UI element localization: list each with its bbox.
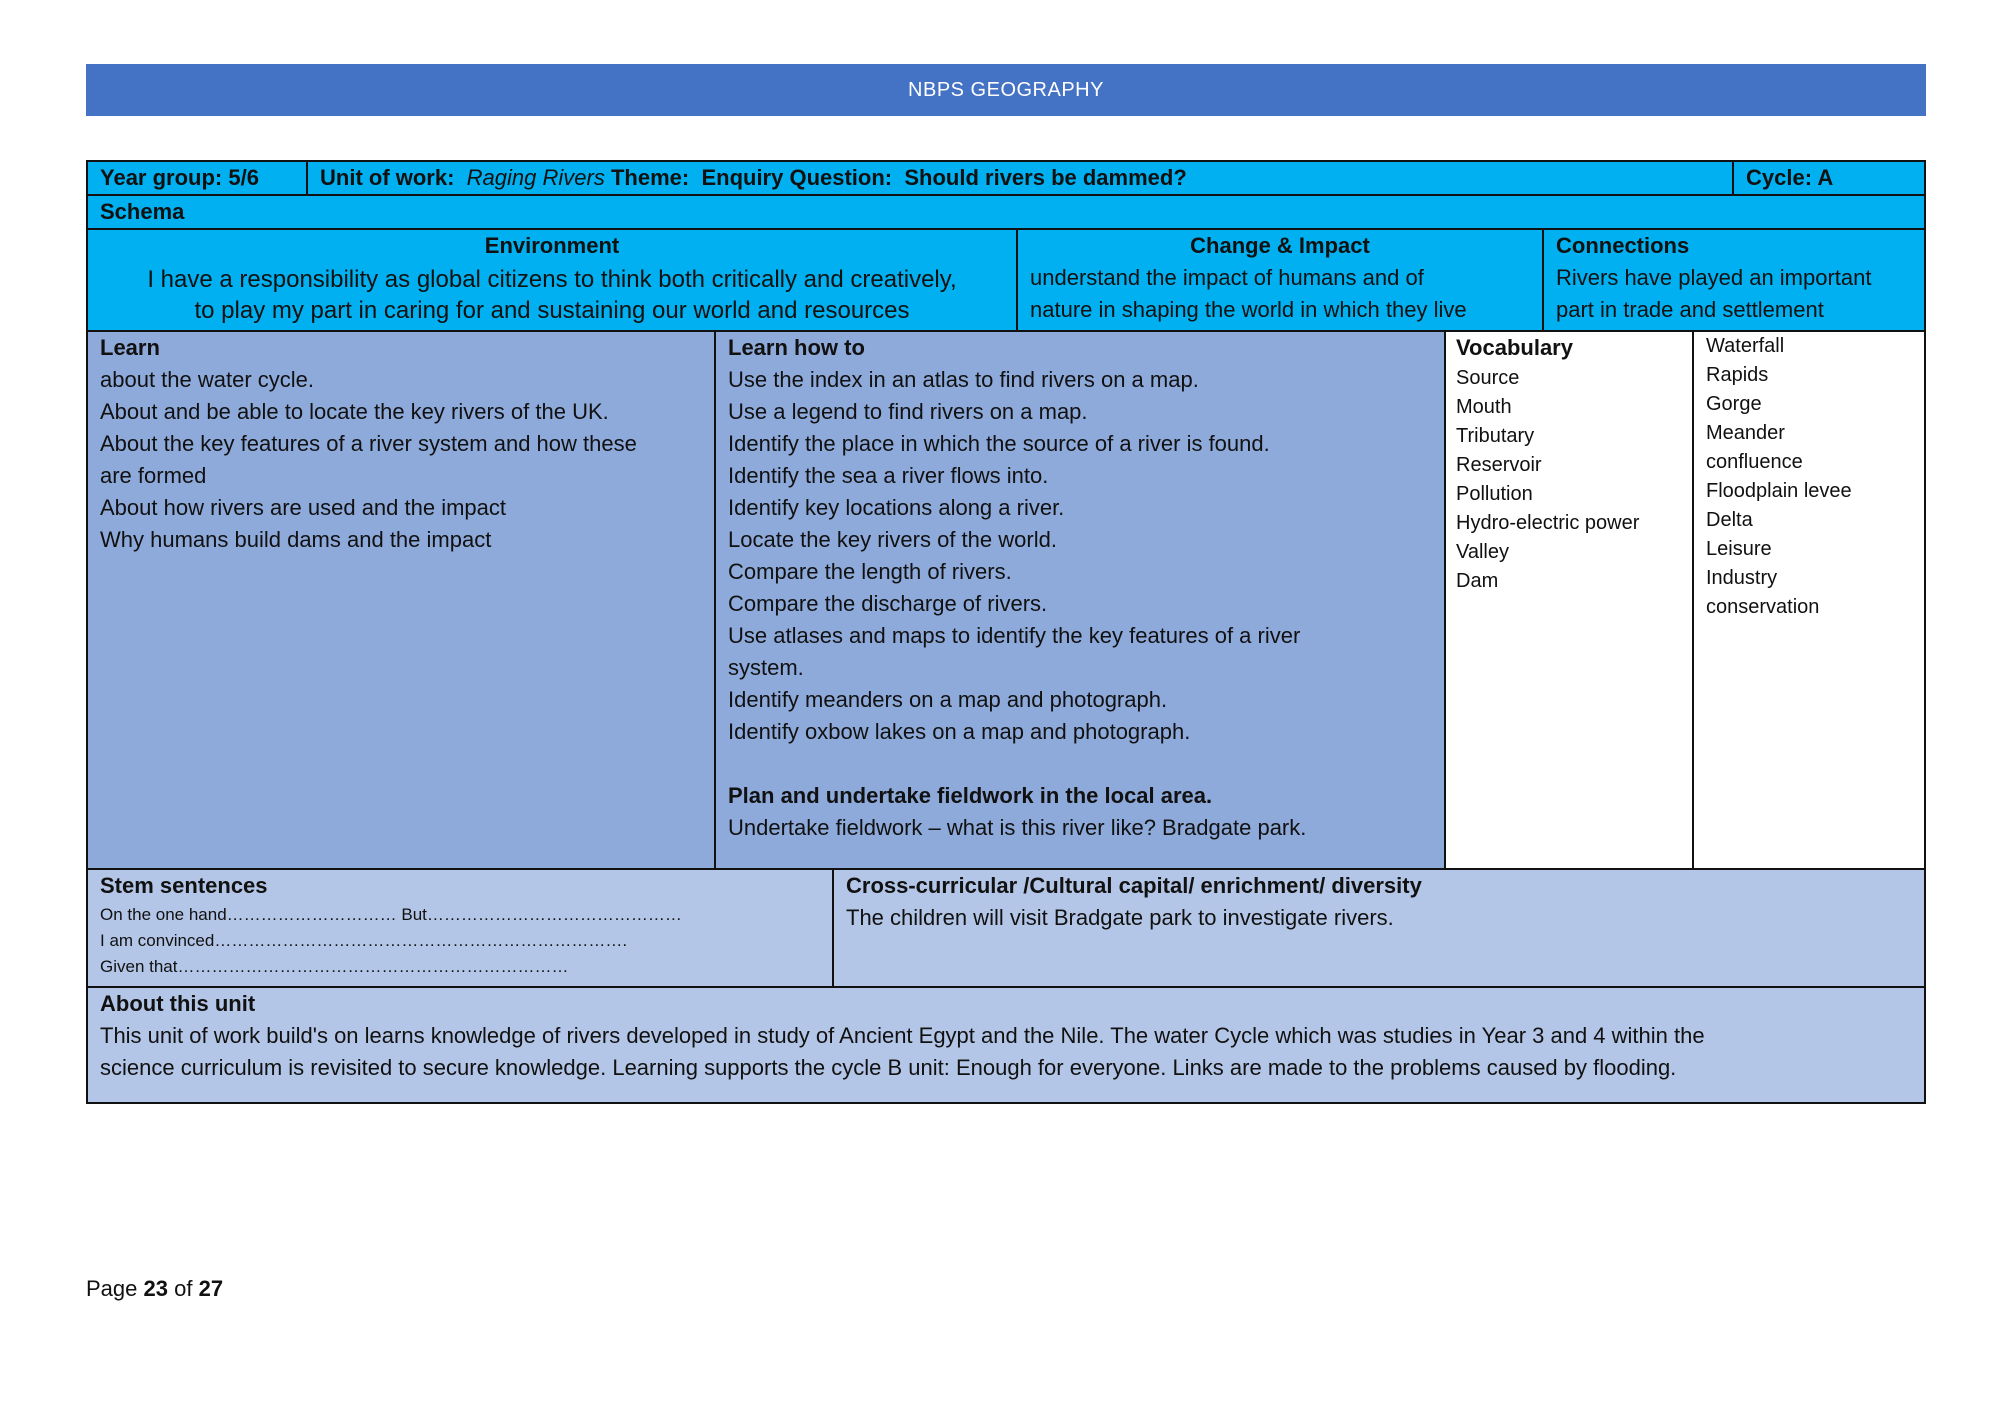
vocab-word: Valley	[1456, 541, 1509, 563]
cross-curricular-cell	[832, 868, 1924, 986]
page-footer	[86, 1276, 223, 1302]
vocab-word: Industry	[1706, 567, 1778, 589]
schema-row	[88, 194, 1924, 228]
environment-heading: Environment	[484, 233, 620, 258]
learn-how-line: Use the index in an atlas to find rivers on a map.	[728, 367, 1199, 392]
vocab-word: confluence	[1706, 451, 1803, 473]
learn-line: About the key features of a river system and how these	[100, 431, 637, 456]
cross-curricular-text: The children will visit Bradgate park to investigate rivers.	[846, 905, 1394, 930]
unit-name: Raging Rivers	[466, 165, 605, 190]
fieldwork-heading: Plan and undertake fieldwork in the local area.	[728, 783, 1213, 808]
connections-line-2: part in trade and settlement	[1556, 297, 1824, 322]
vocabulary-cell-2	[1692, 330, 1924, 868]
vocab-word: Hydro-electric power	[1456, 512, 1640, 534]
learn-how-line: Compare the length of rivers.	[728, 559, 1012, 584]
vocab-word: Tributary	[1456, 425, 1535, 447]
stem-heading: Stem sentences	[100, 873, 268, 898]
schema-label: Schema	[100, 199, 185, 224]
enquiry-question: Should rivers be dammed?	[904, 165, 1187, 190]
environment-cell	[88, 228, 1016, 330]
connections-line-1: Rivers have played an important	[1556, 265, 1872, 290]
vocab-word: Source	[1456, 367, 1520, 389]
page-total: 27	[198, 1276, 224, 1301]
about-line: science curriculum is revisited to secure knowledge. Learning supports the cycle B unit: Enough for everyone. Links are made to the problems caused by flooding.	[100, 1055, 1677, 1080]
enquiry-label: Enquiry Question:	[701, 165, 893, 190]
unit-overview-table	[86, 160, 1926, 1104]
learn-how-line: system.	[728, 655, 804, 680]
about-line: This unit of work build's on learns knowledge of rivers developed in study of Ancient Egypt and the Nile. The water Cycle which was studies in Year 3 and 4 within the	[100, 1023, 1705, 1048]
change-impact-cell	[1016, 228, 1542, 330]
page-label: Page	[86, 1276, 138, 1301]
learn-how-line: Use a legend to find rivers on a map.	[728, 399, 1088, 424]
cycle-label: Cycle: A	[1746, 165, 1834, 190]
learn-line: Why humans build dams and the impact	[100, 527, 492, 552]
learn-how-line: Locate the key rivers of the world.	[728, 527, 1057, 552]
stem-line: Given that……………………………………………………………	[100, 957, 569, 976]
cycle-cell	[1732, 162, 1924, 194]
about-unit-cell	[88, 986, 1924, 1102]
learn-how-heading: Learn how to	[728, 335, 865, 360]
cross-curricular-heading: Cross-curricular /Cultural capital/ enrichment/ diversity	[846, 873, 1422, 898]
learn-how-line: Compare the discharge of rivers.	[728, 591, 1048, 616]
year-group-cell	[88, 162, 306, 194]
vocab-word: conservation	[1706, 596, 1820, 618]
stem-sentences-cell	[88, 868, 832, 986]
stem-line: I am convinced……………………………………………………………….	[100, 931, 628, 950]
year-group: Year group: 5/6	[100, 165, 259, 190]
vocab-word: Leisure	[1706, 538, 1772, 560]
environment-line-2: to play my part in caring for and sustaining our world and resources	[194, 297, 910, 324]
theme-label: Theme:	[610, 165, 690, 190]
stem-line: On the one hand………………………… But………………………………………	[100, 905, 682, 924]
unit-label: Unit of work:	[320, 165, 455, 190]
header-title: NBPS GEOGRAPHY	[908, 78, 1104, 101]
learn-how-line: Identify oxbow lakes on a map and photograph.	[728, 719, 1191, 744]
learn-how-cell	[714, 330, 1444, 868]
about-heading: About this unit	[100, 991, 256, 1016]
vocab-word: Pollution	[1456, 483, 1533, 505]
learn-line: are formed	[100, 463, 207, 488]
connections-heading: Connections	[1556, 233, 1690, 258]
of-label: of	[174, 1276, 193, 1301]
learn-cell	[88, 330, 714, 868]
learn-heading: Learn	[100, 335, 160, 360]
unit-cell	[306, 162, 1732, 194]
vocab-word: Dam	[1456, 570, 1499, 592]
learn-how-line: Identify meanders on a map and photograph.	[728, 687, 1168, 712]
change-impact-line-2: nature in shaping the world in which they live	[1030, 297, 1467, 322]
page-header-banner	[86, 64, 1926, 116]
vocabulary-cell	[1444, 330, 1692, 868]
connections-cell	[1542, 228, 1924, 330]
fieldwork-text: Undertake fieldwork – what is this river like? Bradgate park.	[728, 815, 1307, 840]
vocabulary-heading: Vocabulary	[1456, 335, 1573, 360]
vocab-word: Meander	[1706, 422, 1785, 444]
vocab-word: Reservoir	[1456, 454, 1542, 476]
learn-line: About how rivers are used and the impact	[100, 495, 507, 520]
learn-line: about the water cycle.	[100, 367, 315, 392]
vocab-word: Delta	[1706, 509, 1753, 531]
page-number: 23	[143, 1276, 168, 1301]
learn-line: About and be able to locate the key rivers of the UK.	[100, 399, 609, 424]
learn-how-line: Use atlases and maps to identify the key features of a river	[728, 623, 1301, 648]
learn-how-line: Identify key locations along a river.	[728, 495, 1065, 520]
vocab-word: Gorge	[1706, 393, 1762, 415]
vocab-word: Mouth	[1456, 396, 1512, 418]
vocab-word: Floodplain levee	[1706, 480, 1852, 502]
vocab-word: Waterfall	[1706, 335, 1785, 357]
vocab-word: Rapids	[1706, 364, 1769, 386]
change-impact-line-1: understand the impact of humans and of	[1030, 265, 1424, 290]
change-impact-heading: Change & Impact	[1190, 233, 1370, 258]
learn-how-line: Identify the place in which the source of a river is found.	[728, 431, 1270, 456]
learn-how-line: Identify the sea a river flows into.	[728, 463, 1049, 488]
environment-line-1: I have a responsibility as global citizens to think both critically and creatively,	[147, 266, 957, 293]
